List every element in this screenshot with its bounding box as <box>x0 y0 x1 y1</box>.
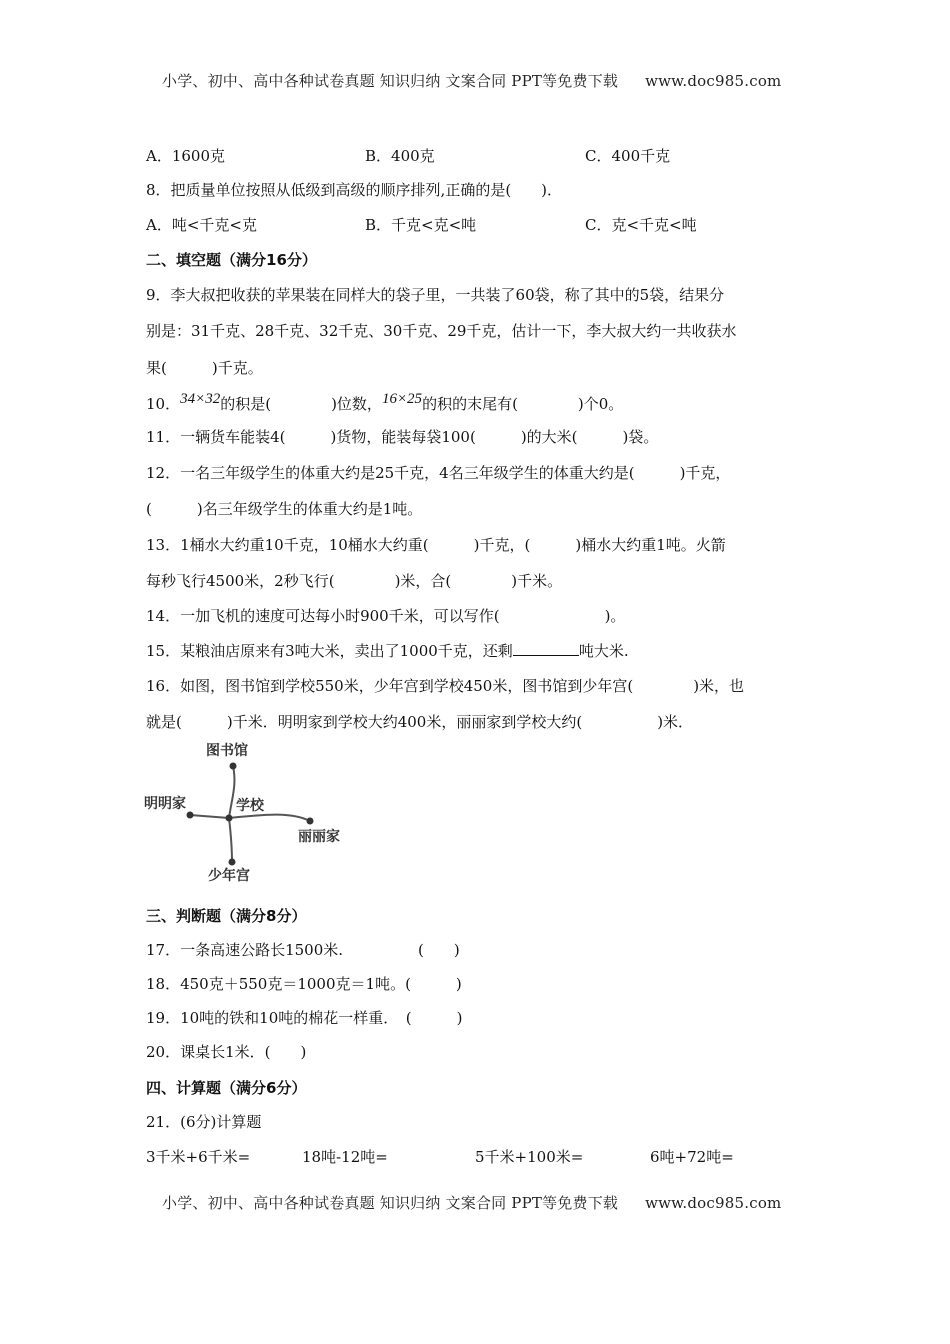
map-label-youth-palace: 少年宫 <box>208 868 250 884</box>
q7-option-c: C．400千克 <box>585 147 671 165</box>
q18: 18．450克＋550克＝1000克＝1吨。( ) <box>146 975 462 993</box>
q10-end: 的积的末尾有( )个0。 <box>422 395 624 413</box>
q16-line2: 就是( )千米．明明家到学校大约400米，丽丽家到学校大约( )米． <box>146 713 694 731</box>
q10-expression-2: 16×25 <box>381 391 423 407</box>
q21-expression-2: 18吨-12吨= <box>302 1148 388 1166</box>
header-title: 小学、初中、高中各种试卷真题 知识归纳 文案合同 PPT等免费下载 <box>162 72 619 90</box>
q21-expression-4: 6吨+72吨= <box>650 1148 734 1166</box>
q12-line2: ( )名三年级学生的体重大约是1吨。 <box>146 500 423 518</box>
q8-option-c: C．克<千克<吨 <box>585 216 697 234</box>
q10-expression-1: 34×32 <box>180 391 221 407</box>
map-label-mingming: 明明家 <box>144 796 186 812</box>
section-judgement-title: 三、判断题（满分8分） <box>146 907 307 925</box>
lili-point <box>307 818 314 825</box>
path-mingming-school <box>190 815 229 818</box>
q19: 19．10吨的铁和10吨的棉花一样重． ( ) <box>146 1009 463 1027</box>
q8-option-b: B．千克<克<吨 <box>365 216 477 234</box>
school-point <box>226 815 233 822</box>
q12-line1: 12．一名三年级学生的体重大约是25千克，4名三年级学生的体重大约是( )千克， <box>146 464 731 482</box>
map-label-school: 学校 <box>236 798 264 814</box>
q15-before: 15．某粮油店原来有3吨大米，卖出了1000千克，还剩 <box>146 642 513 660</box>
library-point <box>230 763 237 770</box>
map-figure <box>140 735 370 890</box>
footer-site: www.doc985.com <box>645 1194 782 1212</box>
path-school-lili <box>229 815 310 821</box>
q13-line2: 每秒飞行4500米，2秒飞行( )米，合( )千米。 <box>146 572 563 590</box>
map-label-library: 图书馆 <box>206 743 248 759</box>
q13-line1: 13．1桶水大约重10千克，10桶水大约重( )千克，( )桶水大约重1吨。火箭 <box>146 536 726 554</box>
section-fill-in-title: 二、填空题（满分16分） <box>146 251 317 269</box>
q10 <box>146 391 624 415</box>
mingming-point <box>187 812 194 819</box>
header-site: www.doc985.com <box>645 72 782 90</box>
q7-option-b: B．400克 <box>365 147 435 165</box>
q11: 11．一辆货车能装4( )货物，能装每袋100( )的大米( )袋。 <box>146 428 659 446</box>
youth-palace-point <box>229 859 236 866</box>
q17: 17．一条高速公路长1500米. ( ) <box>146 941 460 959</box>
q16-line1: 16．如图，图书馆到学校550米，少年宫到学校450米，图书馆到少年宫( )米，也 <box>146 677 745 695</box>
q21-expression-1: 3千米+6千米= <box>146 1148 251 1166</box>
q10-number: 10． <box>146 395 181 413</box>
path-library-school <box>229 766 234 818</box>
q14: 14．一加飞机的速度可达每小时900千米，可以写作( )。 <box>146 607 626 625</box>
q15 <box>146 641 629 661</box>
q8-stem: 8．把质量单位按照从低级到高级的顺序排列,正确的是( )． <box>146 181 563 199</box>
path-school-youth-palace <box>229 818 232 862</box>
footer-title: 小学、初中、高中各种试卷真题 知识归纳 文案合同 PPT等免费下载 <box>162 1194 619 1212</box>
q9-line2: 别是：31千克、28千克、32千克、30千克、29千克，估计一下，李大叔大约一共收获水 <box>146 322 737 340</box>
q15-answer-blank <box>513 641 579 656</box>
q8-option-a: A．吨<千克<克 <box>146 216 257 234</box>
section-calculation-title: 四、计算题（满分6分） <box>146 1079 307 1097</box>
q7-option-a: A．1600克 <box>146 147 226 165</box>
q21-expression-3: 5千米+100米= <box>475 1148 584 1166</box>
q15-after: 吨大米. <box>578 642 629 660</box>
q10-middle: 的积是( )位数， <box>220 395 382 413</box>
q9-line1: 9．李大叔把收获的苹果装在同样大的袋子里，一共装了60袋，称了其中的5袋，结果分 <box>146 286 725 304</box>
map-label-lili: 丽丽家 <box>298 829 340 845</box>
q21-stem: 21．(6分)计算题 <box>146 1113 262 1131</box>
q9-line3: 果( )千克。 <box>146 359 263 377</box>
q20: 20．课桌长1米．( ) <box>146 1043 307 1061</box>
page-footer <box>162 1192 781 1213</box>
page-header <box>162 70 781 91</box>
